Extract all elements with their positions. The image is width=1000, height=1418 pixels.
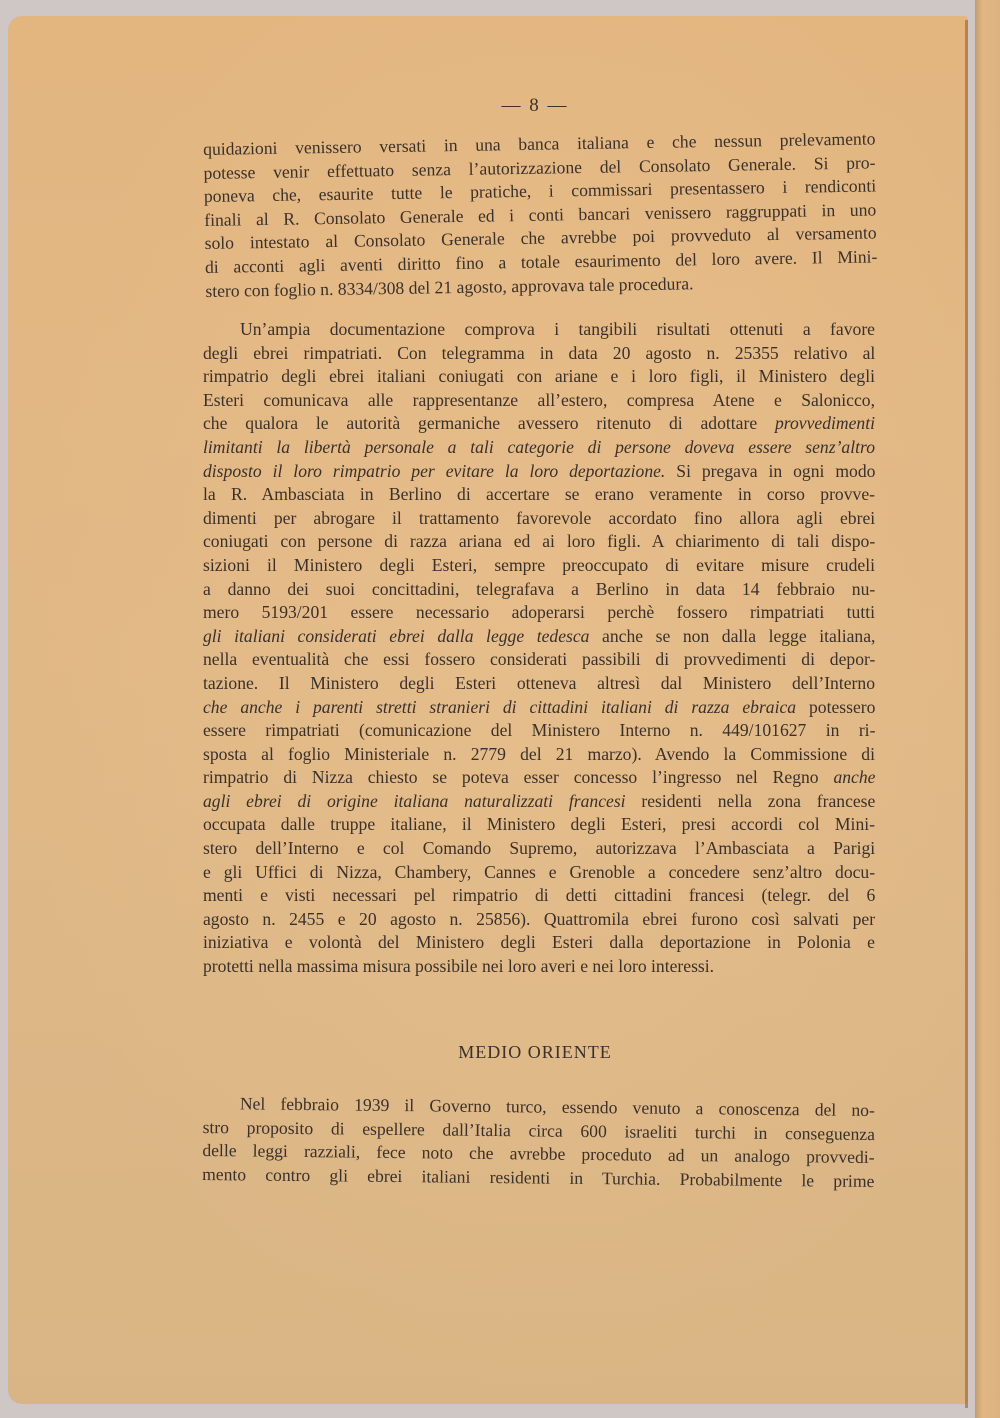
text-line: protetti nella massima misura possibile nei loro averi e nei loro interessi. [203, 956, 715, 977]
text-line: menti e visti necessari pel rimpatrio di detti cittadini francesi (telegr. del 6 [203, 885, 876, 906]
text-line: mero 5193/201 essere necessario adoperarsi perchè fossero rimpatriati tutti [203, 602, 875, 623]
text-line [203, 766, 875, 790]
italic-run: che anche i parenti stretti stranieri di cittadini italiani di razza ebraica [203, 696, 797, 717]
text-line: di acconti agli aventi diritto fino a totale esaurimento del loro avere. Il Mini- [204, 246, 878, 277]
text-run: anche se non dalla legge italiana, [589, 625, 876, 646]
text-line: occupata dalle truppe italiane, il Ministero degli Esteri, presi accordi col Mini- [203, 814, 875, 835]
text-line: potesse venir effettuato senza l’autorizzazione del Consolato Generale. Si pro- [203, 152, 876, 183]
text-line [203, 625, 875, 649]
text-line: Nel febbraio 1939 il Governo turco, essendo venuto a conoscenza del no- [239, 1093, 875, 1121]
italic-run: agli ebrei di origine italiana naturalizzati francesi [203, 790, 626, 811]
text-line: sizioni il Ministero degli Esteri, sempre preoccupato di evitare misure crudeli [203, 554, 875, 575]
text-line: solo intestato al Consolato Generale che avrebbe poi provveduto al versamento [204, 222, 877, 254]
italic-run: provvedimenti [775, 413, 875, 434]
text-run: residenti nella zona francese [625, 790, 876, 811]
paragraph-1 [203, 127, 878, 303]
text-line: a danno dei suoi concittadini, telegrafava a Berlino in data 14 febbraio nu- [203, 578, 876, 599]
text-line: delle leggi razziali, fece noto che avrebbe proceduto ad un analogo provvedi- [202, 1140, 875, 1168]
text-line: rimpatrio degli ebrei italiani coniugati con ariane e i loro figli, il Ministero degli [203, 366, 875, 387]
italic-run: limitanti la libertà personale a tali categorie di persone doveva essere senz’altro [203, 436, 875, 457]
text-line: e gli Uffici di Nizza, Chambery, Cannes e Grenoble a concedere senz’altro docu- [203, 861, 876, 882]
text-line: stero dell’Interno e col Comando Supremo, autorizzava l’Ambasciata a Parigi [203, 838, 876, 859]
italic-run: anche [833, 767, 876, 788]
section-heading: MEDIO ORIENTE [458, 1042, 612, 1062]
text-line: nella eventualità che essi fossero considerati passibili di provvedimenti di depor- [203, 649, 876, 670]
page-number: — 8 — [501, 95, 569, 116]
paragraph-2 [203, 318, 875, 979]
text-line: tazione. Il Ministero degli Esteri otteneva altresì dal Ministero dell’Interno [203, 672, 875, 693]
text-line: essere rimpatriati (comunicazione del Ministero Interno n. 449/101627 in ri- [203, 720, 876, 741]
text-line: agosto n. 2455 e 20 agosto n. 25856). Quattromila ebrei furono così salvati per [203, 908, 876, 929]
text-line: Esteri comunicava alle rappresentanze all’estero, compresa Atene e Salonicco, [203, 389, 875, 410]
text-line [203, 460, 875, 484]
next-page-edge [975, 0, 1000, 1418]
text-line [203, 790, 875, 814]
text-line: sposta al foglio Ministeriale n. 2779 del 21 marzo). Avendo la Commissione di [203, 743, 875, 764]
text-line: degli ebrei rimpatriati. Con telegramma in data 20 agosto n. 25355 relativo al [203, 342, 876, 363]
text-line: Un’ampia documentazione comprova i tangibili risultati ottenuti a favore [240, 319, 875, 339]
italic-run: disposto il loro rimpatrio per evitare la loro deportazione. [203, 460, 666, 481]
text-line: poneva che, esaurite tutte le pratiche, i commissari presentassero i rendiconti [203, 175, 877, 207]
text-run: potessero [796, 696, 876, 717]
text-line: iniziativa e volontà del Ministero degli Esteri dalla deportazione in Polonia e [203, 932, 875, 953]
italic-run: gli italiani considerati ebrei dalla legge tedesca [203, 625, 590, 646]
text-line: mento contro gli ebrei italiani residenti in Turchia. Probabilmente le prime [202, 1163, 875, 1191]
text-line [203, 412, 875, 436]
text-line: coniugati con persone di razza ariana ed ai loro figli. A chiarimento di tali dispo- [203, 531, 876, 552]
page-fold-shadow [965, 20, 968, 1408]
text-line: stro proposito di espellere dall’Italia circa 600 israeliti turchi in conseguenza [202, 1116, 876, 1144]
paragraph-3 [202, 1092, 875, 1193]
text-line: stero con foglio n. 8334/308 del 21 agosto, approvava tale procedura. [205, 272, 694, 301]
text-line [203, 696, 875, 720]
text-run: che qualora le autorità germaniche avessero ritenuto di adottare [203, 413, 775, 434]
text-line: quidazioni venissero versati in una banca italiana e che nessun prelevamento [203, 128, 876, 159]
text-run: rimpatrio di Nizza chiesto se poteva esser concesso l’ingresso nel Regno [203, 767, 834, 788]
text-line: dimenti per abrogare il trattamento favorevole accordato fino allora agli ebrei [203, 507, 876, 528]
text-line: finali al R. Consolato Generale ed i conti bancari venissero raggruppati in uno [204, 199, 877, 230]
text-run: Si pregava in ogni modo [665, 460, 876, 481]
text-line [203, 436, 875, 460]
text-line: la R. Ambasciata in Berlino di accertare se erano veramente in corso provve- [203, 484, 875, 505]
